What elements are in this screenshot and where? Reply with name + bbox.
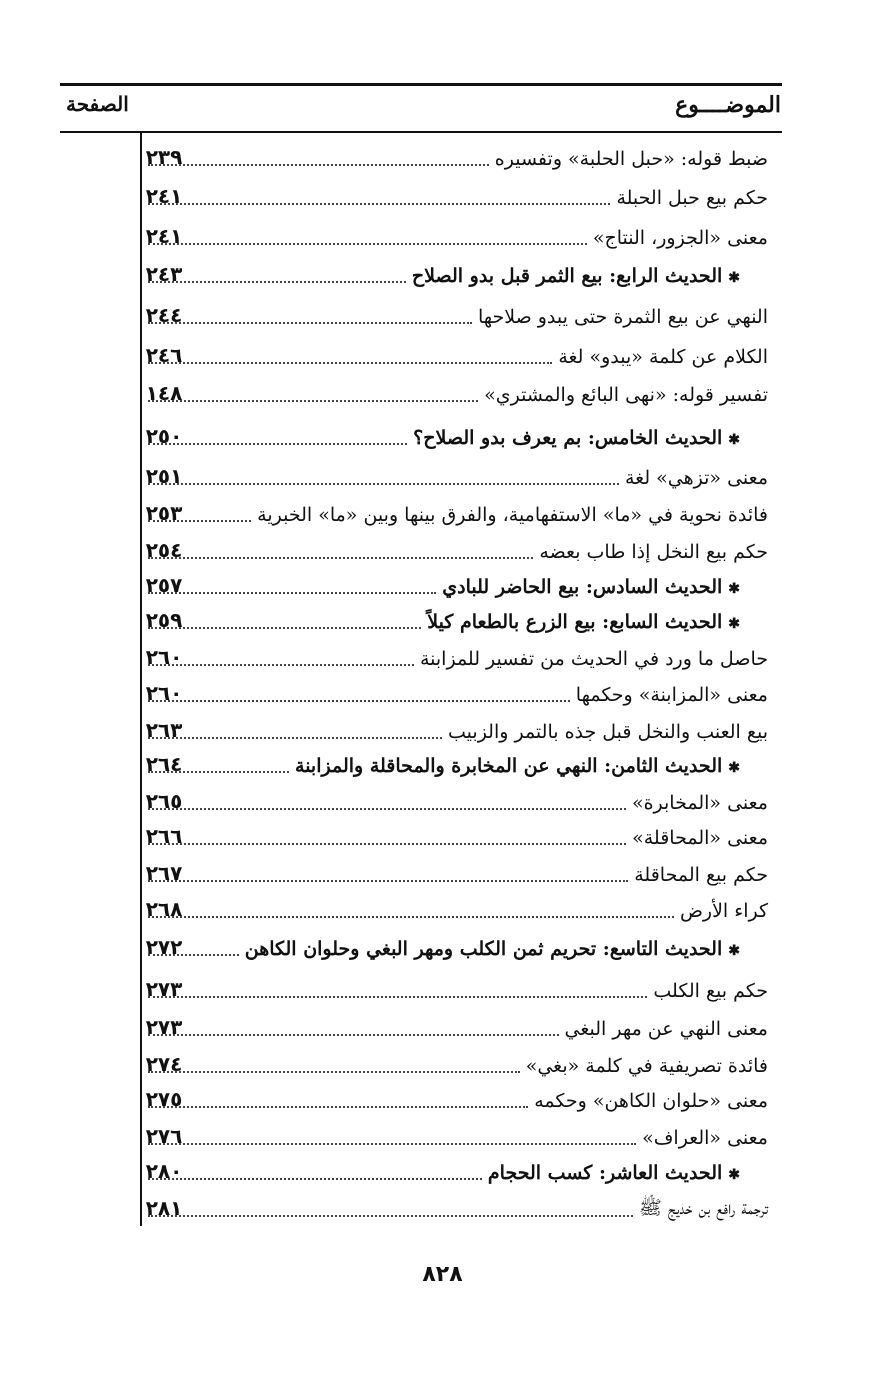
toc-entry (148, 893, 768, 929)
toc-entry (148, 748, 768, 784)
toc-heading-row (60, 569, 782, 605)
bullet-star-icon: ✱ (728, 1167, 740, 1183)
toc-row (60, 497, 782, 533)
heading-text: الحديث التاسع: تحريم ثمن الكلب ومهر البغي وحلوان الكاهن (244, 938, 723, 960)
toc-page-number: ٢٤٣ (145, 262, 183, 286)
toc-row (60, 641, 782, 677)
topic-title: معنى «تزهي» لغة (624, 467, 768, 489)
toc-page-number: ٢٦٨ (145, 897, 183, 921)
toc-heading-row (60, 931, 782, 967)
toc-page-number: ١٤٨ (145, 381, 183, 405)
toc-row (60, 339, 782, 375)
toc-row (60, 785, 782, 821)
topic-title: حكم بيع حبل الحبلة (616, 187, 768, 209)
dot-leader (148, 483, 619, 485)
heading-text: الحديث الرابع: بيع الثمر قبل بدو الصلاح (411, 265, 723, 287)
topic-title: معنى «المحاقلة» (632, 827, 768, 849)
toc-page-number: ٢٦٠ (145, 645, 183, 669)
toc-row (60, 377, 782, 413)
toc-heading-row (60, 604, 782, 640)
dot-leader (148, 1034, 559, 1036)
toc-page-number: ٢٧٥ (145, 1087, 183, 1111)
topic-title: فائدة نحوية في «ما» الاستفهامية، والفرق بينها وبين «ما» الخبرية (257, 504, 768, 526)
dot-leader (148, 362, 552, 364)
dot-leader (148, 627, 421, 629)
toc-row (60, 973, 782, 1009)
toc-page-number: ٢٣٩ (145, 145, 183, 169)
dot-leader (148, 700, 570, 702)
toc-page-number: ٢٦٥ (145, 789, 183, 813)
dot-leader (148, 1215, 633, 1217)
hadith-heading (421, 611, 768, 633)
page-number: ٨٢٨ (422, 1262, 463, 1287)
toc-page-number: ٢٥٤ (145, 538, 183, 562)
dot-leader (148, 322, 472, 324)
dot-leader (148, 592, 436, 594)
toc-heading-row (60, 748, 782, 784)
toc-entry (148, 141, 768, 177)
bullet-star-icon: ✱ (728, 270, 740, 286)
toc-entry (148, 1011, 768, 1047)
dot-leader (148, 664, 414, 666)
dot-leader (148, 520, 251, 522)
toc-entry (148, 339, 768, 375)
topic-title: معنى «الجزور، النتاج» (592, 227, 768, 249)
toc-entry (148, 180, 768, 216)
toc-page-number: ٢٧٤ (145, 1052, 183, 1076)
toc-entry (148, 604, 768, 640)
toc-page-number: ٢٦٧ (145, 861, 183, 885)
toc-row (60, 857, 782, 893)
toc-entry (148, 420, 768, 456)
heading-text: الحديث العاشر: كسب الحجام (487, 1162, 723, 1184)
dot-leader (148, 1071, 520, 1073)
toc-entry (148, 1083, 768, 1119)
toc-entry (148, 220, 768, 256)
toc-entry (148, 534, 768, 570)
toc-heading-row (60, 420, 782, 456)
dot-leader (148, 843, 626, 845)
hadith-heading (406, 265, 768, 287)
dot-leader (148, 880, 628, 882)
toc-heading-row (60, 1155, 782, 1191)
topic-title: فائدة تصريفية في كلمة «بغي» (525, 1055, 768, 1077)
toc-entry (148, 973, 768, 1009)
toc-entry (148, 1155, 768, 1191)
toc-entry (148, 931, 768, 967)
toc-row (60, 820, 782, 856)
bullet-star-icon: ✱ (728, 581, 740, 597)
topic-title: تفسير قوله: «نهى البائع والمشتري» (484, 384, 768, 406)
bullet-star-icon: ✱ (728, 943, 740, 959)
toc-page-number: ٢٨٠ (145, 1159, 183, 1183)
toc-row (60, 714, 782, 750)
topic-title: حكم بيع النخل إذا طاب بعضه (539, 541, 768, 563)
topic-title: بيع العنب والنخل قبل جذه بالتمر والزبيب (448, 721, 768, 743)
toc-page-number: ٢٧٣ (145, 977, 183, 1001)
toc-entry (148, 299, 768, 335)
toc-entry (148, 714, 768, 750)
hadith-heading (407, 427, 768, 449)
dot-leader (148, 243, 587, 245)
dot-leader (148, 1143, 636, 1145)
toc-row (60, 460, 782, 496)
hadith-heading (436, 576, 768, 598)
bullet-star-icon: ✱ (728, 432, 740, 448)
topic-title: معنى «حلوان الكاهن» وحكمه (534, 1090, 768, 1112)
bullet-star-icon: ✱ (728, 760, 740, 776)
toc-row (60, 677, 782, 713)
toc-entry (148, 258, 768, 294)
dot-leader (148, 400, 478, 402)
toc-entry (148, 820, 768, 856)
toc-entry (148, 785, 768, 821)
topic-title: معنى «المزابنة» وحكمها (575, 684, 768, 706)
dot-leader (148, 557, 533, 559)
toc-row (60, 299, 782, 335)
dot-leader (148, 1178, 482, 1180)
heading-text: الحديث الثامن: النهي عن المخابرة والمحاقلة والمزابنة (295, 755, 723, 777)
toc-page-number: ٢٤١ (145, 224, 183, 248)
toc-row (60, 141, 782, 177)
toc-page-number: ٢٥٩ (145, 608, 183, 632)
hadith-heading (289, 755, 768, 777)
toc-page-number: ٢٤١ (145, 184, 183, 208)
toc-entry (148, 677, 768, 713)
toc-row (60, 534, 782, 570)
heading-text: الحديث السادس: بيع الحاضر للبادي (442, 576, 723, 598)
topic-title: حاصل ما ورد في الحديث من تفسير للمزابنة (419, 648, 768, 670)
toc-page-number: ٢٥٧ (145, 573, 183, 597)
toc-page-number: ٢٥١ (145, 464, 183, 488)
topic-title: حكم بيع المحاقلة (634, 864, 768, 886)
topic-title: معنى «المخابرة» (631, 792, 768, 814)
toc-page-number: ٢٧٣ (145, 1015, 183, 1039)
toc-page-number: ٢٧٦ (145, 1124, 183, 1148)
dot-leader (148, 954, 239, 956)
toc-row (60, 180, 782, 216)
toc-entry (148, 497, 768, 533)
toc-page-number: ٢٤٦ (145, 343, 183, 367)
topic-title: الكلام عن كلمة «يبدو» لغة (558, 346, 768, 368)
dot-leader (148, 1106, 528, 1108)
topic-title: حكم بيع الكلب (653, 980, 768, 1002)
top-rule (60, 83, 782, 86)
toc-row (60, 1192, 782, 1228)
toc-row (60, 1011, 782, 1047)
topic-column-header: الموضــــوع (675, 92, 781, 118)
topic-title: ترجمة رافع بن خديج ﷺ (638, 1197, 768, 1219)
dot-leader (148, 916, 674, 918)
heading-text: الحديث الخامس: بم يعرف بدو الصلاح؟ (413, 427, 723, 449)
toc-entry (148, 641, 768, 677)
toc-heading-row (60, 258, 782, 294)
dot-leader (148, 203, 610, 205)
toc-page-number: ٢٥٣ (145, 501, 183, 525)
header-rule (60, 131, 782, 133)
hadith-heading (239, 938, 768, 960)
toc-page-number: ٢٥٠ (145, 424, 183, 448)
toc-entry (148, 1192, 768, 1228)
toc-row (60, 1083, 782, 1119)
toc-page-number: ٢٦٠ (145, 681, 183, 705)
toc-entry (148, 1048, 768, 1084)
topic-title: ضبط قوله: «حبل الحلبة» وتفسيره (494, 148, 768, 170)
topic-title: معنى «العراف» (642, 1127, 768, 1149)
topic-title: النهي عن بيع الثمرة حتى يبدو صلاحها (477, 306, 768, 328)
toc-page-number: ٢٨١ (145, 1196, 183, 1220)
hadith-heading (482, 1162, 768, 1184)
toc-page-number: ٢٤٤ (145, 303, 183, 327)
toc-row (60, 220, 782, 256)
toc-page-number: ٢٧٢ (145, 935, 183, 959)
dot-leader (148, 771, 289, 773)
toc-row (60, 1120, 782, 1156)
dot-leader (148, 443, 407, 445)
dot-leader (148, 164, 489, 166)
heading-text: الحديث السابع: بيع الزرع بالطعام كيلاً (427, 611, 723, 633)
toc-entry (148, 460, 768, 496)
topic-title: كراء الأرض (679, 900, 768, 922)
toc-page-number: ٢٦٦ (145, 824, 183, 848)
dot-leader (148, 996, 647, 998)
topic-title: معنى النهي عن مهر البغي (564, 1018, 768, 1040)
toc-page-number: ٢٦٤ (145, 752, 183, 776)
bullet-star-icon: ✱ (728, 616, 740, 632)
toc-entry (148, 569, 768, 605)
toc-entry (148, 377, 768, 413)
toc-entry (148, 1120, 768, 1156)
dot-leader (148, 737, 442, 739)
toc-entry (148, 857, 768, 893)
dot-leader (148, 281, 406, 283)
page-column-header: الصفحة (66, 92, 129, 116)
dot-leader (148, 808, 626, 810)
toc-row (60, 893, 782, 929)
toc-page-number: ٢٦٣ (145, 718, 183, 742)
toc-row (60, 1048, 782, 1084)
